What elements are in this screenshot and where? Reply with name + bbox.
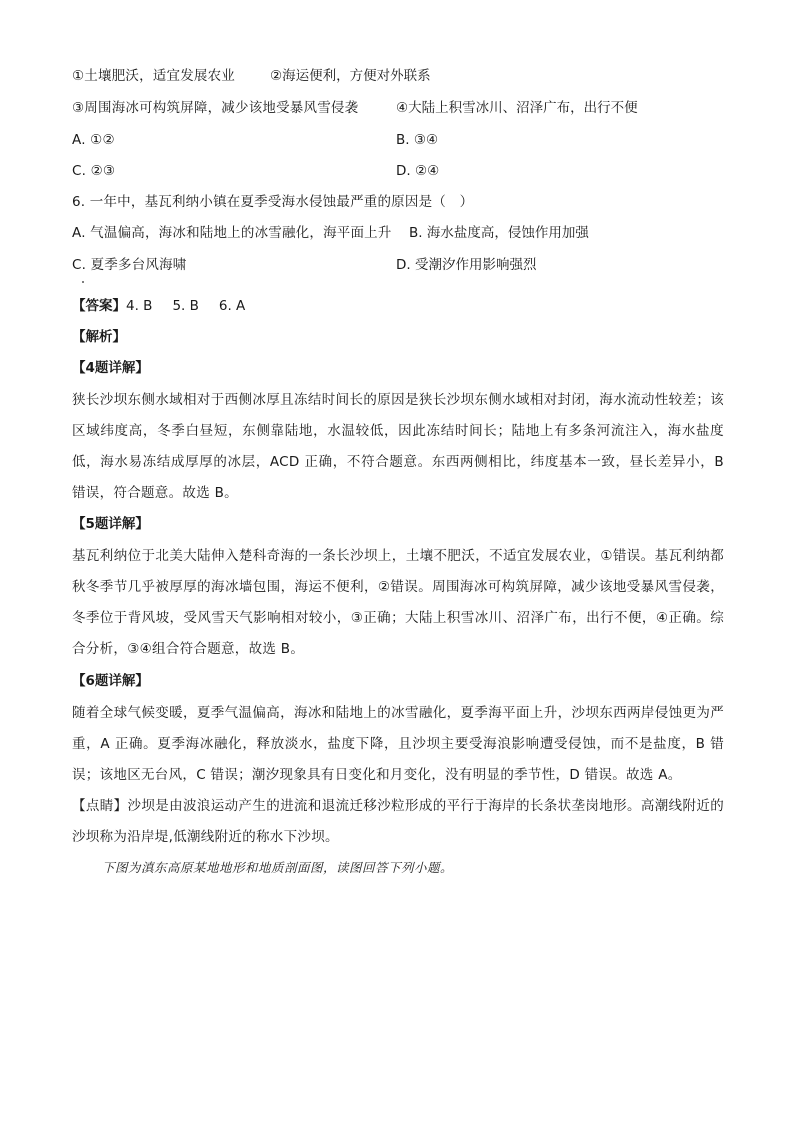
choice-b-q5: B. ③④ (396, 132, 439, 148)
choice-a-q6: A. 气温偏高，海冰和陆地上的冰雪融化，海平面上升 (72, 225, 392, 241)
answer-4: 4. B (126, 298, 153, 314)
question-6-stem: 6. 一年中，基瓦利纳小镇在夏季受海水侵蚀最严重的原因是（ ） (72, 194, 474, 210)
detail-5-text: 基瓦利纳位于北美大陆伸入楚科奇海的一条长沙坝上，土壤不肥沃，不适宜发展农业，①错误。基瓦利纳都秋冬季节几乎被厚厚的海冰墙包围，海运不便利，②错误。周围海冰可构筑屏障，减少该地受暴风雪侵袭，冬季位于背风坡，受风雪天气影响相对较小，③正确；大陆上积雪冰川、沼泽广布，出行不便，④正确。综合分析，③④组合符合题意，故选 B。 (72, 548, 724, 657)
detail-4-text: 狭长沙坝东侧水域相对于西侧冰厚且冻结时间长的原因是狭长沙坝东侧水域相对封闭，海水流动性较差；该区域纬度高，冬季白昼短，东侧靠陆地，水温较低，因此冻结时间长；陆地上有多条河流注入，海水盐度低，海水易冻结成厚厚的冰层，ACD 正确，不符合题意。东西两侧相比，纬度基本一致，昼长差异小，B 错误，符合题意。故选 B。 (72, 392, 724, 501)
answer-5: 5. B (172, 298, 199, 314)
choice-c-q6: C. 夏季多台风海啸 (72, 257, 187, 273)
detail-4-title: 【4题详解】 (72, 360, 149, 376)
stray-dot (82, 281, 84, 283)
answer-row (72, 296, 245, 316)
answer-label: 【答案】 (72, 298, 126, 314)
tip-text: 【点睛】沙坝是由波浪运动产生的进流和退流迁移沙粒形成的平行于海岸的长条状垄岗地形。高潮线附近的沙坝称为沿岸堤,低潮线附近的称水下沙坝。 (72, 798, 724, 845)
next-section-intro: 下图为滇东高原某地地形和地质剖面图，读图回答下列小题。 (102, 860, 454, 875)
choice-c-q5: C. ②③ (72, 163, 116, 179)
option-statement-4: ④大陆上积雪冰川、沼泽广布，出行不便 (396, 100, 638, 116)
option-statement-2: ②海运便利，方便对外联系 (270, 68, 431, 84)
detail-6-text: 随着全球气候变暖，夏季气温偏高，海冰和陆地上的冰雪融化，夏季海平面上升，沙坝东西两岸侵蚀更为严重，A 正确。夏季海冰融化，释放淡水，盐度下降，且沙坝主要受海浪影响遭受侵蚀，而不是盐度，B 错误；该地区无台风，C 错误；潮汐现象具有日变化和月变化，没有明显的季节性，D 错误。故选 A。 (72, 705, 724, 783)
choice-a-q5: A. ①② (72, 132, 115, 148)
choice-d-q6: D. 受潮汐作用影响强烈 (396, 257, 537, 273)
option-statement-1: ①土壤肥沃，适宜发展农业 (72, 68, 236, 84)
detail-5-title: 【5题详解】 (72, 516, 149, 532)
analysis-label: 【解析】 (72, 329, 126, 345)
choice-b-q6: B. 海水盐度高，侵蚀作用加强 (409, 225, 589, 241)
choice-d-q5: D. ②④ (396, 163, 440, 179)
option-statement-3: ③周围海冰可构筑屏障，减少该地受暴风雪侵袭 (72, 100, 359, 116)
detail-6-title: 【6题详解】 (72, 673, 149, 689)
answer-6: 6. A (218, 298, 246, 314)
